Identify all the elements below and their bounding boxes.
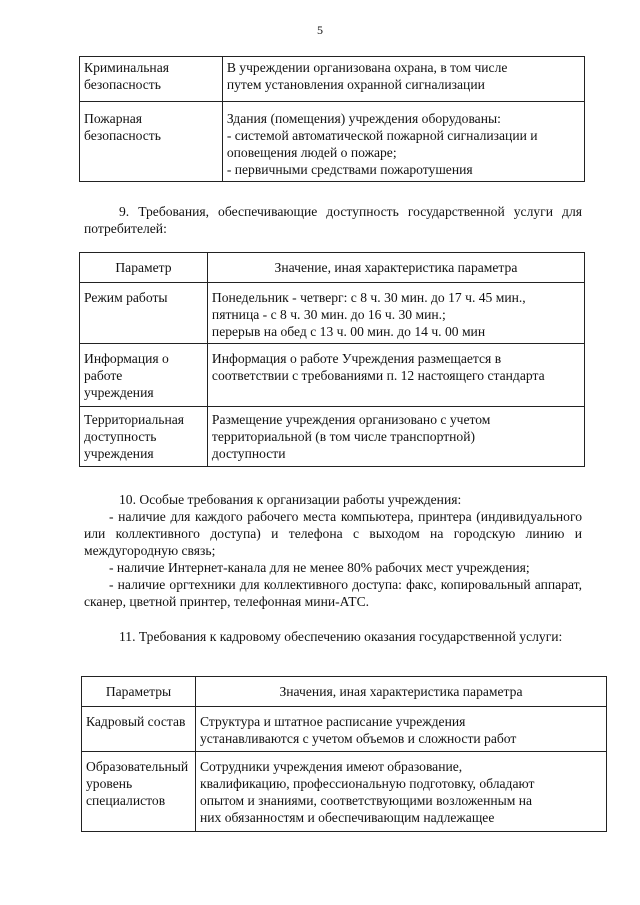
cell-line: - системой автоматической пожарной сигнализации и: [226, 128, 538, 143]
cell-line: путем установления охранной сигнализации: [226, 77, 485, 92]
cell-line: Размещение учреждения организовано с учетом: [211, 412, 491, 427]
cell-line: Режим работы: [84, 290, 168, 305]
table-header-row: [80, 253, 585, 283]
cell-line: - первичными средствами пожаротушения: [226, 162, 473, 177]
requirement-item: - наличие Интернет-канала для не менее 80% рабочих мест учреждения;: [109, 560, 530, 575]
table-row: [80, 102, 585, 182]
value-cell: [195, 707, 606, 752]
cell-line: устанавливаются с учетом объемов и сложности работ: [199, 731, 517, 746]
cell-line: Информация о: [84, 351, 169, 366]
cell-line: В учреждении организована охрана, в том числе: [226, 60, 508, 75]
value-cell: [222, 102, 584, 182]
cell-line: территориальной (в том числе транспортной): [211, 429, 476, 444]
cell-line: Понедельник - четверг: с 8 ч. 30 мин. до 17 ч. 45 мин.,: [211, 290, 526, 305]
param-cell: [80, 102, 223, 182]
table-row: [80, 57, 585, 102]
cell-line: уровень: [86, 776, 133, 791]
page-number: 5: [317, 23, 323, 37]
value-cell: [207, 283, 584, 344]
cell-line: учреждения: [84, 385, 154, 400]
cell-line: учреждения: [84, 446, 154, 461]
param-cell: [80, 344, 208, 407]
table-row: [80, 283, 585, 344]
cell-line: соответствии с требованиями п. 12 настоящего стандарта: [211, 368, 545, 383]
cell-line: оповещения людей о пожаре;: [226, 145, 397, 160]
column-header: Параметр: [80, 253, 208, 283]
param-cell: [80, 283, 208, 344]
requirement-item: - наличие для каждого рабочего места компьютера, принтера (индивидуального или коллективного доступа) и телефона с выходом на городскую линию и междугородную связь;: [84, 509, 582, 558]
cell-line: доступность: [84, 429, 157, 444]
security-table: [79, 56, 585, 182]
cell-line: Пожарная: [84, 111, 143, 126]
cell-line: Криминальная: [84, 60, 169, 75]
cell-line: Кадровый состав: [86, 714, 186, 729]
cell-line: опытом и знаниями, соответствующими возложенным на: [199, 793, 533, 808]
param-cell: [80, 57, 223, 102]
value-cell: [222, 57, 584, 102]
requirement-item: - наличие оргтехники для коллективного доступа: факс, копировальный аппарат, сканер, цветной принтер, телефонная мини-АТС.: [84, 577, 582, 609]
cell-line: них обязанностям и обеспечивающим надлежащее: [199, 810, 495, 825]
column-header: Значение, иная характеристика параметра: [207, 253, 584, 283]
table-row: [82, 707, 607, 752]
cell-line: работе: [84, 368, 123, 383]
cell-line: Здания (помещения) учреждения оборудованы:: [226, 111, 501, 126]
table-row: [82, 752, 607, 832]
cell-line: Образовательный: [86, 759, 189, 774]
cell-line: безопасность: [84, 77, 161, 92]
table-header-row: [82, 677, 607, 707]
value-cell: [207, 344, 584, 407]
cell-line: квалификацию, профессиональную подготовку, обладают: [199, 776, 535, 791]
section-10: [84, 491, 582, 610]
staff-table: [81, 676, 607, 832]
column-header: Параметры: [82, 677, 196, 707]
cell-line: доступности: [211, 446, 286, 461]
column-header: Значения, иная характеристика параметра: [195, 677, 606, 707]
cell-line: Структура и штатное расписание учреждения: [199, 714, 466, 729]
param-cell: [82, 752, 196, 832]
cell-line: Сотрудники учреждения имеют образование,: [199, 759, 463, 774]
cell-line: специалистов: [86, 793, 166, 808]
section-10-heading: 10. Особые требования к организации работы учреждения:: [119, 492, 462, 507]
cell-line: перерыв на обед с 13 ч. 00 мин. до 14 ч. 00 мин: [211, 324, 486, 339]
cell-line: безопасность: [84, 128, 161, 143]
access-table: [79, 252, 585, 467]
section-11-text: 11. Требования к кадровому обеспечению оказания государственной услуги:: [119, 629, 563, 644]
value-cell: [195, 752, 606, 832]
cell-line: пятница - с 8 ч. 30 мин. до 16 ч. 30 мин.;: [211, 307, 446, 322]
cell-line: Информация о работе Учреждения размещается в: [211, 351, 502, 366]
table-row: [80, 407, 585, 467]
section-9-text: 9. Требования, обеспечивающие доступность государственной услуги для потребителей:: [84, 204, 582, 236]
table-row: [80, 344, 585, 407]
param-cell: [82, 707, 196, 752]
cell-line: Территориальная: [84, 412, 185, 427]
value-cell: [207, 407, 584, 467]
param-cell: [80, 407, 208, 467]
